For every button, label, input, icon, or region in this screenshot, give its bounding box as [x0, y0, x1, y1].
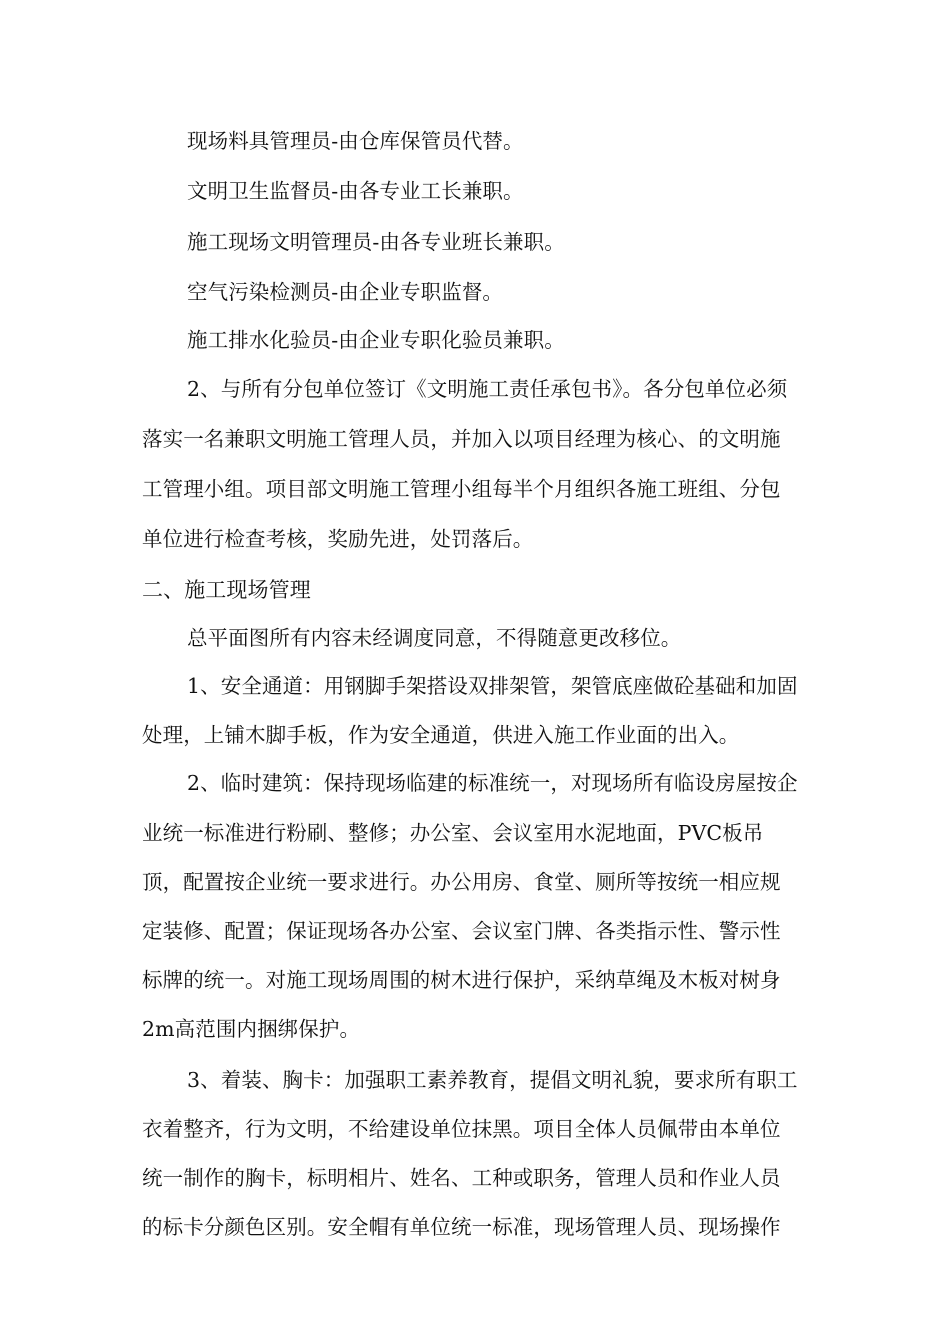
paragraph-line: 业统一标准进行粉刷、整修；办公室、会议室用水泥地面，PVC板吊: [142, 821, 764, 845]
text-line: 施工排水化验员-由企业专职化验员兼职。: [187, 328, 565, 352]
paragraph-line: 工管理小组。项目部文明施工管理小组每半个月组织各施工班组、分包: [142, 477, 781, 501]
paragraph-line: 处理，上铺木脚手板，作为安全通道，供进入施工作业面的出入。: [142, 723, 740, 747]
paragraph-line: 1、安全通道：用钢脚手架搭设双排架管，架管底座做砼基础和加固: [187, 674, 798, 698]
text-line: 现场料具管理员-由仓库保管员代替。: [187, 129, 524, 153]
paragraph-line: 的标卡分颜色区别。安全帽有单位统一标准，现场管理人员、现场操作: [142, 1215, 781, 1239]
paragraph-line: 标牌的统一。对施工现场周围的树木进行保护，采纳草绳及木板对树身: [142, 968, 781, 992]
paragraph-line: 统一制作的胸卡，标明相片、姓名、工种或职务，管理人员和作业人员: [142, 1166, 781, 1190]
paragraph-line: 2、临时建筑：保持现场临建的标准统一，对现场所有临设房屋按企: [187, 771, 798, 795]
text-line: 施工现场文明管理员-由各专业班长兼职。: [187, 230, 565, 254]
paragraph-line: 定装修、配置；保证现场各办公室、会议室门牌、各类指示性、警示性: [142, 919, 781, 943]
paragraph-line: 单位进行检查考核，奖励先进，处罚落后。: [142, 527, 534, 551]
paragraph-line: 顶，配置按企业统一要求进行。办公用房、食堂、厕所等按统一相应规: [142, 870, 781, 894]
paragraph-line: 2、与所有分包单位签订《文明施工责任承包书》。各分包单位必须: [187, 377, 788, 401]
section-heading: 二、施工现场管理: [142, 578, 311, 602]
paragraph-line: 落实一名兼职文明施工管理人员，并加入以项目经理为核心、的文明施: [142, 427, 781, 451]
paragraph-line: 3、着装、胸卡：加强职工素养教育，提倡文明礼貌，要求所有职工: [187, 1068, 798, 1092]
text-line: 空气污染检测员-由企业专职监督。: [187, 280, 504, 304]
paragraph-line: 衣着整齐，行为文明，不给建设单位抹黑。项目全体人员佩带由本单位: [142, 1117, 781, 1141]
paragraph-line: 总平面图所有内容未经调度同意，不得随意更改移位。: [187, 626, 682, 650]
paragraph-line: 2m高范围内捆绑保护。: [142, 1017, 361, 1041]
text-line: 文明卫生监督员-由各专业工长兼职。: [187, 179, 524, 203]
